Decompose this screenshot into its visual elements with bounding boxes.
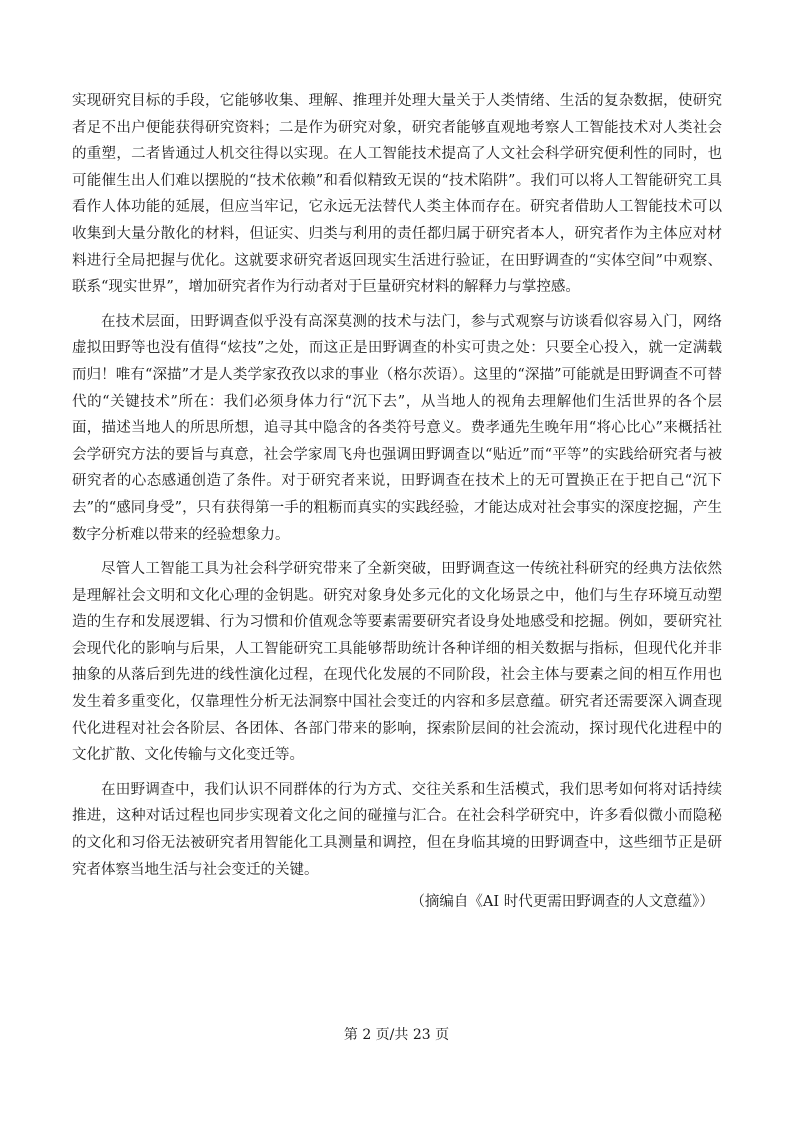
paragraph-spacer — [72, 769, 722, 777]
paragraph-1: 实现研究目标的手段，它能够收集、理解、推理并处理大量关于人类情绪、生活的复杂数据，使研究者足不出户便能获得研究资料；二是作为研究对象，研究者能够直观地考察人工智能技术对人类社会的重塑，二者皆通过人机交往得以实现。在人工智能技术提高了人文社会科学研究便利性的同时，也可能催生出人们难以摆脱的“技术依赖”和看似精致无误的“技术陷阱”。我们可以将人工智能研究工具看作人体功能的延展，但应当牢记，它永远无法替代人类主体而存在。研究者借助人工智能技术可以收集到大量分散化的材料，但证实、归类与利用的责任都归属于研究者本人，研究者作为主体应对材料进行全局把握与优化。这就要求研究者返回现实生活进行验证，在田野调查的“实体空间”中观察、联系“现实世界”，增加研究者作为行动者对于巨量研究材料的解释力与掌控感。 — [72, 93, 722, 296]
source-citation: （摘编自《AI 时代更需田野调查的人文意蕴》） — [410, 894, 714, 911]
paragraph-4: 在田野调查中，我们认识不同群体的行为方式、交往关系和生活模式，我们思考如何将对话持续推进，这种对话过程也同步实现着文化之间的碰撞与汇合。在社会科学研究中，许多看似微小而隐秘的文化和习俗无法被研究者用智能化工具测量和调控，但在身临其境的田野调查中，这些细节正是研究者体察当地生活与社会变迁的关键。 — [72, 781, 722, 878]
paragraph-spacer — [72, 548, 722, 556]
paragraph-spacer — [72, 301, 722, 309]
paragraph-2: 在技术层面，田野调查似乎没有高深莫测的技术与法门，参与式观察与访谈看似容易入门，网络虚拟田野等也没有值得“炫技”之处，而这正是田野调查的朴实可贵之处：只要全心投入，就一定满载而归！唯有“深描”才是人类学家孜孜以求的事业（格尔茨语）。这里的“深描”可能就是田野调查不可替代的“关键技术”所在：我们必须身体力行“沉下去”，从当地人的视角去理解他们生活世界的各个层面，描述当地人的所思所想，追寻其中隐含的各类符号意义。费孝通先生晚年用“将心比心”来概括社会学研究方法的要旨与真意，社会学家周飞舟也强调田野调查以“贴近”而“平等”的实践给研究者与被研究者的心态感通创造了条件。对于研究者来说，田野调查在技术上的无可置换正在于把自己“沉下去”的“感同身受”，只有获得第一手的粗粝而真实的实践经验，才能达成对社会事实的深度挖掘，产生数字分析难以带来的经验想象力。 — [72, 313, 722, 543]
page-number-footer: 第 2 页/共 23 页 — [343, 1027, 450, 1043]
paragraph-3: 尽管人工智能工具为社会科学研究带来了全新突破，田野调查这一传统社科研究的经典方法依然是理解社会文明和文化心理的金钥匙。研究对象身处多元化的文化场景之中，他们与生存环境互动塑造的生存和发展逻辑、行为习惯和价值观念等要素需要研究者设身处地感受和挖掘。例如，要研究社会现代化的影响与后果，人工智能研究工具能够帮助统计各种详细的相关数据与指标，但现代化并非抽象的从落后到先进的线性演化过程，在现代化发展的不同阶段，社会主体与要素之间的相互作用也发生着多重变化，仅靠理性分析无法洞察中国社会变迁的内容和多层意蕴。研究者还需要深入调查现代化进程对社会各阶层、各团体、各部门带来的影响，探索阶层间的社会流动，探讨现代化进程中的文化扩散、文化传输与文化变迁等。 — [72, 561, 722, 764]
article-body — [72, 88, 722, 915]
